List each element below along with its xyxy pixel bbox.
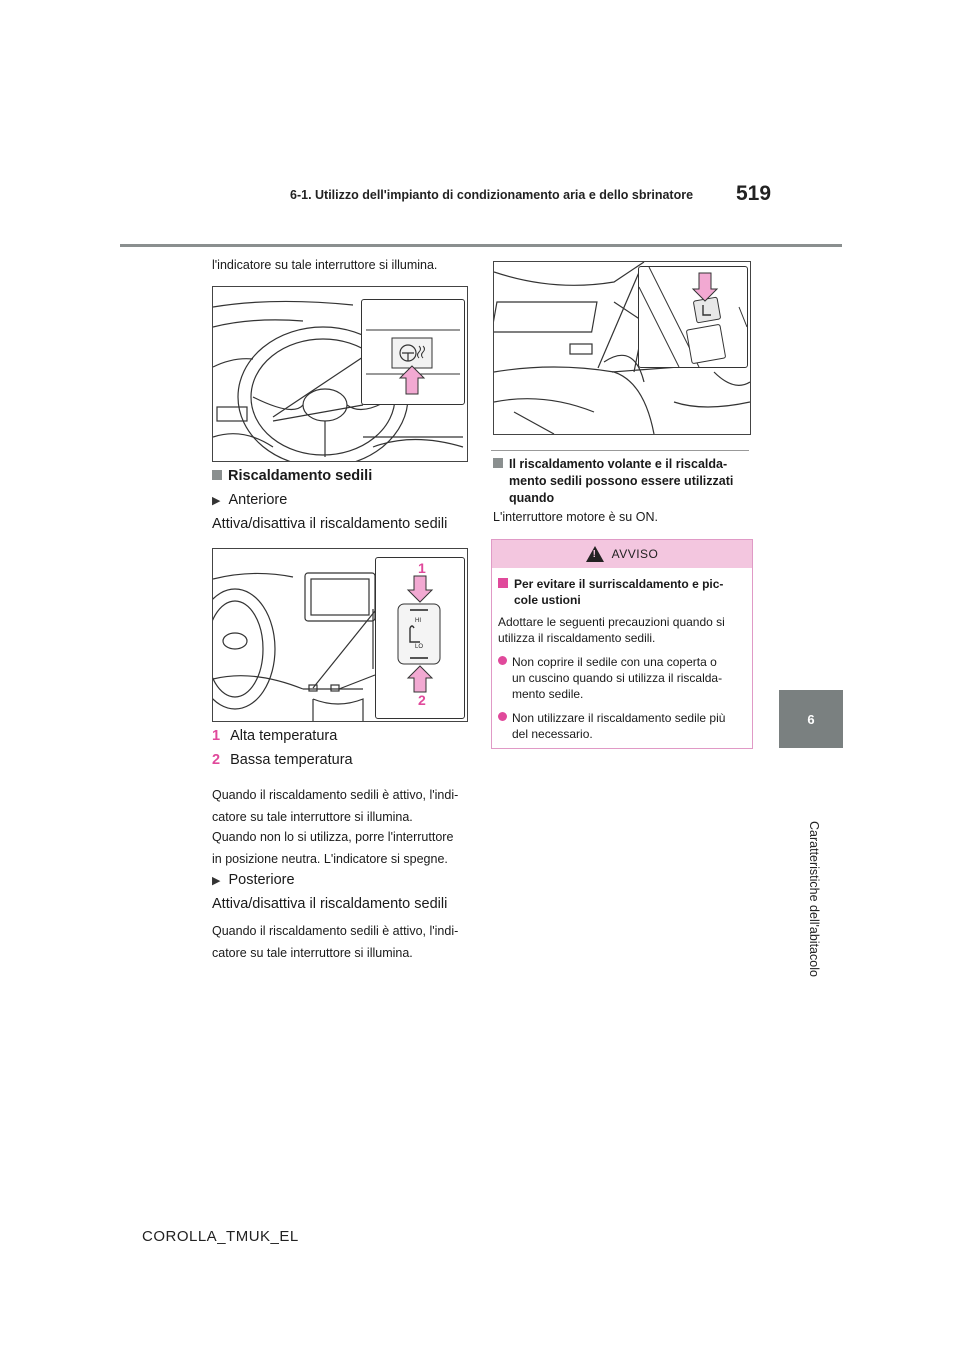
warning-icon [586,546,604,562]
running-header: 6-1. Utilizzo dell'impianto di condizionamento aria e dello sbrinatore [290,188,694,202]
arrow-down-icon [408,576,432,602]
rear-heat-switch [639,267,747,367]
round-bullet-icon [498,656,507,665]
figure-steering-heater [212,286,468,462]
header-rule [120,244,842,247]
section-divider [491,450,749,451]
arrow-up-icon [408,666,432,692]
callout-steering-switch [361,299,465,405]
round-bullet-icon [498,712,507,721]
figure-label-2: 2 [418,692,426,708]
square-bullet-icon [498,578,508,588]
square-bullet-icon [212,470,222,480]
warning-bullet: Non utilizzare il riscaldamento sedile più del necessario. [498,710,746,742]
figure-label-1: 1 [418,560,426,576]
warning-bullet: Non coprire il sedile con una coperta o un cuscino quando si utilizza il riscalda- mento sedile. [498,654,746,702]
front-desc: Attiva/disattiva il riscaldamento sedili [212,516,448,532]
hi-label: HI [415,618,421,624]
square-bullet-icon [493,458,503,468]
figure-rear-seat-heater [493,261,751,435]
triangle-bullet-icon: ▶ [212,875,221,887]
rear-label: ▶ Posteriore [212,872,295,888]
paragraph-active: Quando il riscaldamento sedili è attivo, l'indi- catore su tale interruttore si illumina. [212,788,459,824]
warning-heading: Per evitare il surriscaldamento e pic- cole ustioni [498,576,746,608]
page-number: 519 [736,182,772,205]
intro-text: l'indicatore su tale interruttore si illumina. [212,258,438,272]
arrow-up-icon [400,366,424,394]
arrow-down-icon [693,273,717,301]
footer-model-code: COROLLA_TMUK_EL [142,1228,299,1245]
chapter-tab: 6 [779,690,843,748]
warning-box [491,539,753,749]
warning-intro: Adottare le seguenti precauzioni quando si utilizza il riscaldamento sedili. [498,615,725,645]
right-heading: Il riscaldamento volante e il riscalda- mento sedili possono essere utilizzati quando [493,456,733,507]
lo-label: LO [415,644,424,650]
warning-header: ! AVVISO [492,540,752,568]
paragraph-rear-active: Quando il riscaldamento sedili è attivo, l'indi- catore su tale interruttore si illumina. [212,924,459,960]
front-label: ▶ Anteriore [212,492,288,508]
triangle-bullet-icon: ▶ [212,495,221,507]
list-item: 1 Alta temperatura [212,728,338,744]
chapter-label: Caratteristiche dell'abitacolo [807,821,821,977]
steering-heat-switch [362,300,464,404]
rear-desc: Attiva/disattiva il riscaldamento sedili [212,896,448,912]
paragraph-neutral: Quando non lo si utilizza, porre l'interruttore in posizione neutra. L'indicatore si spegne. [212,830,454,866]
list-item: 2 Bassa temperatura [212,752,353,768]
section-heading: Riscaldamento sedili [212,466,372,486]
callout-rear-switch [638,266,748,368]
right-text: L'interruttore motore è su ON. [493,510,658,524]
callout-seat-switch [375,557,465,719]
figure-front-seat-heater [212,548,468,722]
